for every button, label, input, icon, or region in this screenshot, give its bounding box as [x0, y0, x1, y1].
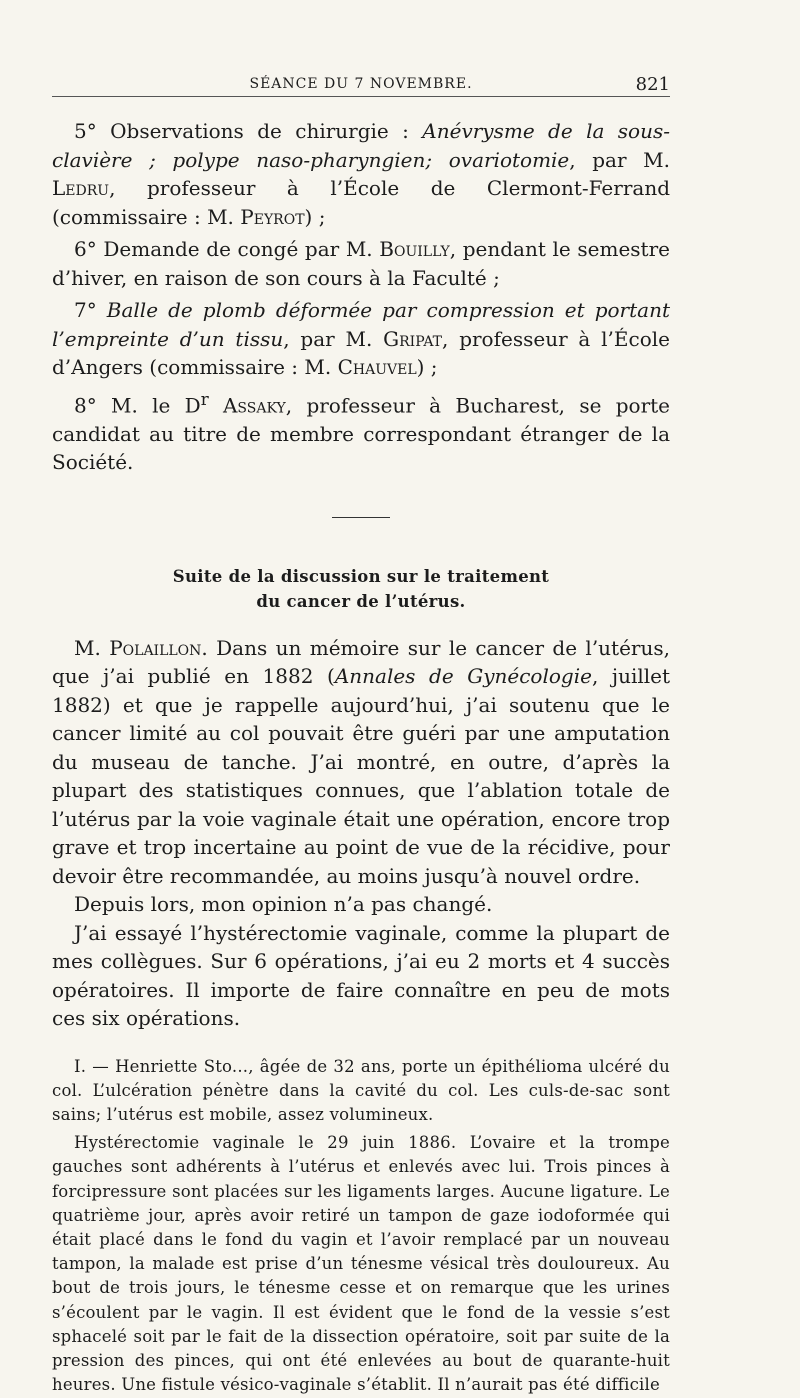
case-paragraph-1: I. — Henriette Sto..., âgée de 32 ans, porte un épithélioma ulcéré du col. L’ulcération pénètre dans la cavité du col. Les culs-de-sac sont sains; l’utérus est mobile, assez volumineux.	[52, 1056, 670, 1125]
page	[52, 66, 670, 1398]
agenda-item-5: 5° Observations de chirurgie : Anévrysme de la sous-clavière ; polype naso-pharyngien; ovariotomie, par M. Ledru, professeur à l’École de Clermont-Ferrand (commissaire : M. Peyrot) ;	[52, 119, 671, 229]
author-name: Assaky	[222, 393, 286, 418]
body-paragraph-2: Depuis lors, mon opinion n’a pas changé.	[74, 892, 493, 917]
page-header	[52, 66, 670, 97]
section-title: Suite de la discussion sur le traitement du cancer de l’utérus.	[172, 566, 550, 611]
commissioner-name: Peyrot	[240, 204, 305, 229]
speaker-name: M. Polaillon	[74, 635, 202, 660]
section-divider	[332, 517, 390, 518]
case-paragraph-2: Hystérectomie vaginale le 29 juin 1886. L’ovaire et la trompe gauches sont adhérents à l’utérus et enlevés avec lui. Trois pinces à forcipressure sont placées sur les ligaments larges. Aucune ligature. Le quatrième jour, après avoir retiré un tampon de gaze iodoformée qui était placé dans le fond du vagin et l’avoir remplacé par un nouveau tampon, la malade est prise d’un ténesme vésical très douloureux. Au bout de trois jours, le ténesme cesse et on remarque que les urines s’écoulent par le vagin. Il est évident que le fond de la vessie s’est sphacelé soit par le fait de la dissection opératoire, soit par suite de la pression des pinces, qui ont été enlevées au bout de quarante-huit heures. Une fistule vésico-vaginale s’établit. Il n’aurait pas été difficile	[52, 1133, 670, 1395]
agenda-item-7: 7° Balle de plomb déformée par compression et portant l’empreinte d’un tissu, par M. Gripat, professeur à l’École d’Angers (commissaire : M. Chauvel) ;	[52, 298, 670, 379]
agenda-item-8: 8° M. le $D^r$ Assaky, professeur à Bucharest, se porte candidat au titre de membre correspondant étranger de la Société.	[52, 389, 670, 475]
page-number: 821	[635, 74, 670, 95]
body-paragraph-3: J’ai essayé l’hystérectomie vaginale, comme la plupart de mes collègues. Sur 6 opérations, j’ai eu 2 morts et 4 succès opératoires. Il importe de faire connaître en peu de mots ces six opérations.	[52, 920, 670, 1031]
agenda-item-6: 6° Demande de congé par M. Bouilly, pendant le semestre d’hiver, en raison de son cours à la Faculté ;	[52, 237, 670, 290]
body-paragraph-1: M. Polaillon. Dans un mémoire sur le cancer de l’utérus, que j’ai publié en 1882 (Annales de Gynécologie, juillet 1882) et que je rappelle aujourd’hui, j’ai soutenu que le cancer limité au col pouvait être guéri par une amputation du museau de tanche. J’ai montré, en outre, d’après la plupart des statistiques connues, que l’ablation totale de l’utérus par la voie vaginale était une opération, encore trop grave et trop incertaine au point de vue de la récidive, pour devoir être recommandée, au moins jusqu’à nouvel ordre.	[52, 635, 671, 888]
author-name: Bouilly	[379, 237, 450, 261]
author-name: Gripat	[383, 326, 443, 351]
journal-title: Annales de Gynécologie	[334, 664, 592, 689]
running-head: SÉANCE DU 7 NOVEMBRE.	[249, 76, 473, 92]
commissioner-name: Chauvel	[337, 355, 417, 379]
author-name: Ledru	[52, 176, 110, 200]
